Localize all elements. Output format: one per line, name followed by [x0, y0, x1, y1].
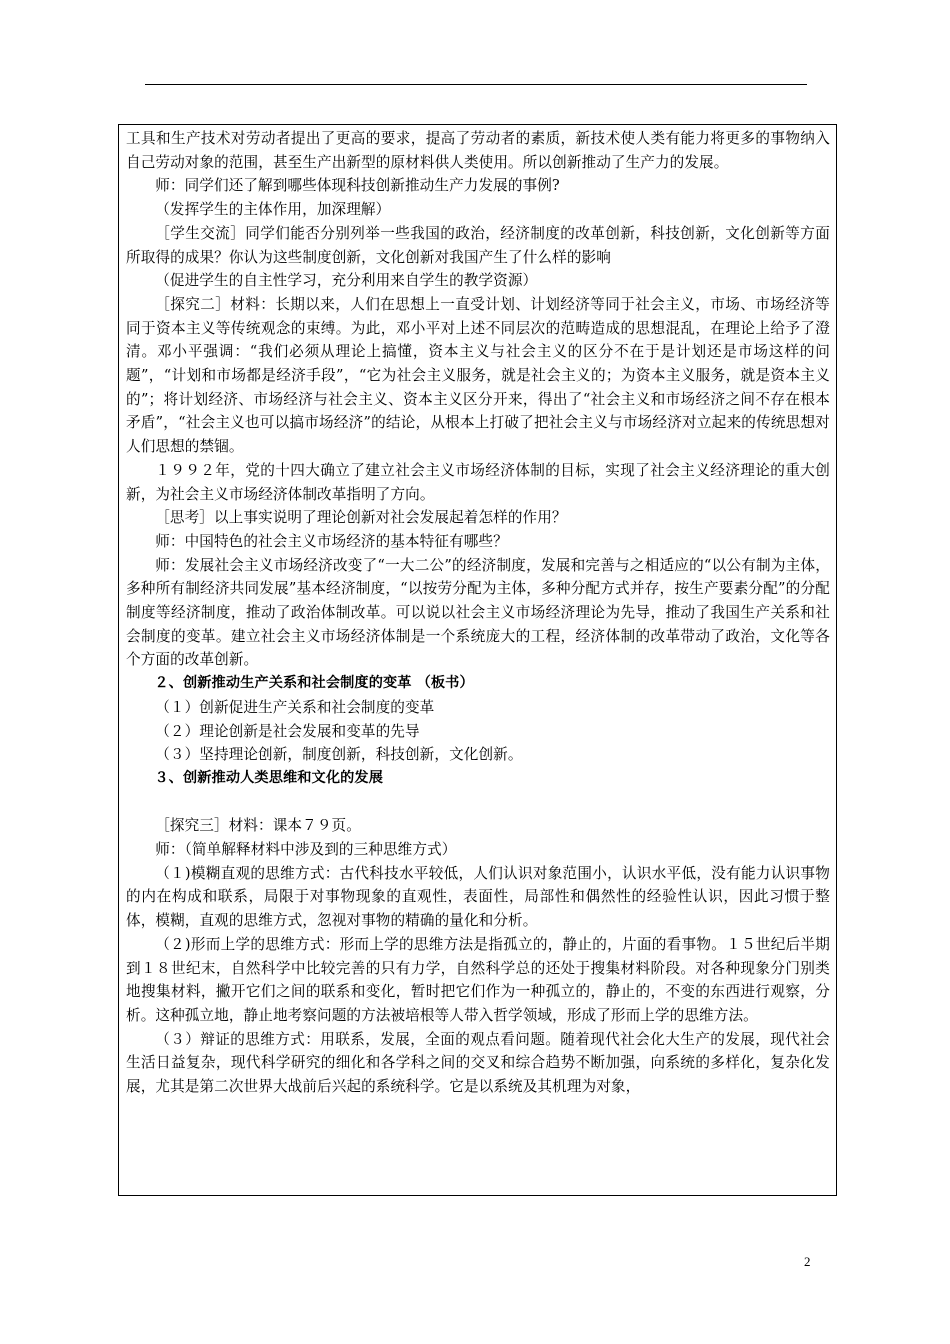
- paragraph-student-exchange: ［学生交流］同学们能否分别列举一些我国的政治，经济制度的改革创新，科技创新，文化创新等方面所取得的成果？你认为这些制度创新，文化创新对我国产生了什么样的影响: [126, 224, 830, 266]
- paragraph-inquiry-two: ［探究二］材料：长期以来，人们在思想上一直受计划、计划经济等同于社会主义，市场、市场经济等同于资本主义等传统观念的束缚。为此，邓小平对上述不同层次的范畴造成的思想混乱，在理论上给予了澄清。邓小平强调：“我们必须从理论上搞懂，资本主义与社会主义的区分不在于是计划还是市场这样的问题”，“计划和市场都是经济手段”，“它为社会主义服务，就是社会主义的；为资本主义服务，就是资本主义的”；将计划经济、市场经济与社会主义、资本主义区分开来，得出了“社会主义和市场经济之间不存在根本矛盾”，“社会主义也可以搞市场经济”的结论，从根本上打破了把社会主义与市场经济对立起来的传统思想对人们思想的禁锢。: [126, 295, 830, 456]
- paragraph-note-student-role: （发挥学生的主体作用，加深理解）: [155, 201, 391, 219]
- page-number: 2: [804, 1254, 811, 1269]
- heading-section-2: ２、创新推动生产关系和社会制度的变革 （板书）: [154, 675, 474, 692]
- paragraph-thinking-mode-1: （１)模糊直观的思维方式：古代科技水平较低，人们认识对象范围小，认识水平低，没有能力认识事物的内在构成和联系，局限于对事物现象的直观性，表面性，局部性和偶然性的经验性认识，因此习惯于整体，模糊，直观的思维方式，忽视对事物的精确的量化和分析。: [126, 864, 830, 930]
- heading-section-3: ３、创新推动人类思维和文化的发展: [154, 769, 383, 786]
- paragraph-teacher-question-1: 师：同学们还了解到哪些体现科技创新推动生产力发展的事例?: [155, 177, 560, 195]
- header-rule: [145, 84, 807, 85]
- paragraph-thinking-mode-2: （２)形而上学的思维方式：形而上学的思维方法是指孤立的，静止的，片面的看事物。１５世纪后半期到１８世纪末，自然科学中比较完善的只有力学，自然科学总的还处于搜集材料阶段。对各种现象分门别类地搜集材料，撇开它们之间的联系和变化，暂时把它们作为一种孤立的，静止的，不变的东西进行观察，分析。这种孤立地，静止地考察问题的方法被培根等人带入哲学领域，形成了形而上学的思维方法。: [126, 935, 830, 1024]
- paragraph-productivity-conclusion: 工具和生产技术对劳动者提出了更高的要求，提高了劳动者的素质，新技术使人类有能力将更多的事物纳入自己劳动对象的范围，甚至生产出新型的原材料供人类使用。所以创新推动了生产力的发展。: [126, 130, 830, 171]
- paragraph-fourteenth-congress: １９９２年，党的十四大确立了建立社会主义市场经济体制的目标，实现了社会主义经济理论的重大创新，为社会主义市场经济体制改革指明了方向。: [126, 461, 830, 503]
- paragraph-note-autonomy: （促进学生的自主性学习，充分利用来自学生的教学资源）: [155, 272, 538, 290]
- paragraph-teacher-question-2: 师：中国特色的社会主义市场经济的基本特征有哪些？: [155, 532, 508, 550]
- content-table-cell: [118, 124, 837, 1196]
- paragraph-think: ［思考］以上事实说明了理论创新对社会发展起着怎样的作用？: [155, 509, 567, 527]
- lesson-text: [126, 127, 830, 1099]
- list-item-2-2: （２）理论创新是社会发展和变革的先导: [155, 722, 420, 740]
- blank-line: [126, 791, 830, 815]
- list-item-2-3: （３）坚持理论创新，制度创新，科技创新，文化创新。: [155, 746, 523, 764]
- paragraph-teacher-explanation: 师：发展社会主义市场经济改变了“一大二公”的经济制度，发展和完善与之相适应的“以公有制为主体，多种所有制经济共同发展”基本经济制度，“以按劳分配为主体，多种分配方式并存，按生产要素分配”的分配制度等经济制度，推动了政治体制改革。可以说以社会主义市场经济理论为先导，推动了我国生产关系和社会制度的变革。建立社会主义市场经济体制是一个系统庞大的工程，经济体制的改革带动了政治，文化等各个方面的改革创新。: [126, 556, 830, 669]
- paragraph-thinking-mode-3: （３）辩证的思维方式：用联系，发展，全面的观点看问题。随着现代社会化大生产的发展，现代社会生活日益复杂，现代科学研究的细化和各学科之间的交叉和综合趋势不断加强，向系统的多样化，复杂化发展，尤其是第二次世界大战前后兴起的系统科学。它是以系统及其机理为对象，: [126, 1030, 830, 1096]
- list-item-2-1: （１）创新促进生产关系和社会制度的变革: [155, 698, 435, 716]
- paragraph-inquiry-three: ［探究三］材料：课本７９页。: [155, 817, 361, 835]
- paragraph-teacher-explain-thinking: 师：（简单解释材料中涉及到的三种思维方式）: [155, 841, 457, 859]
